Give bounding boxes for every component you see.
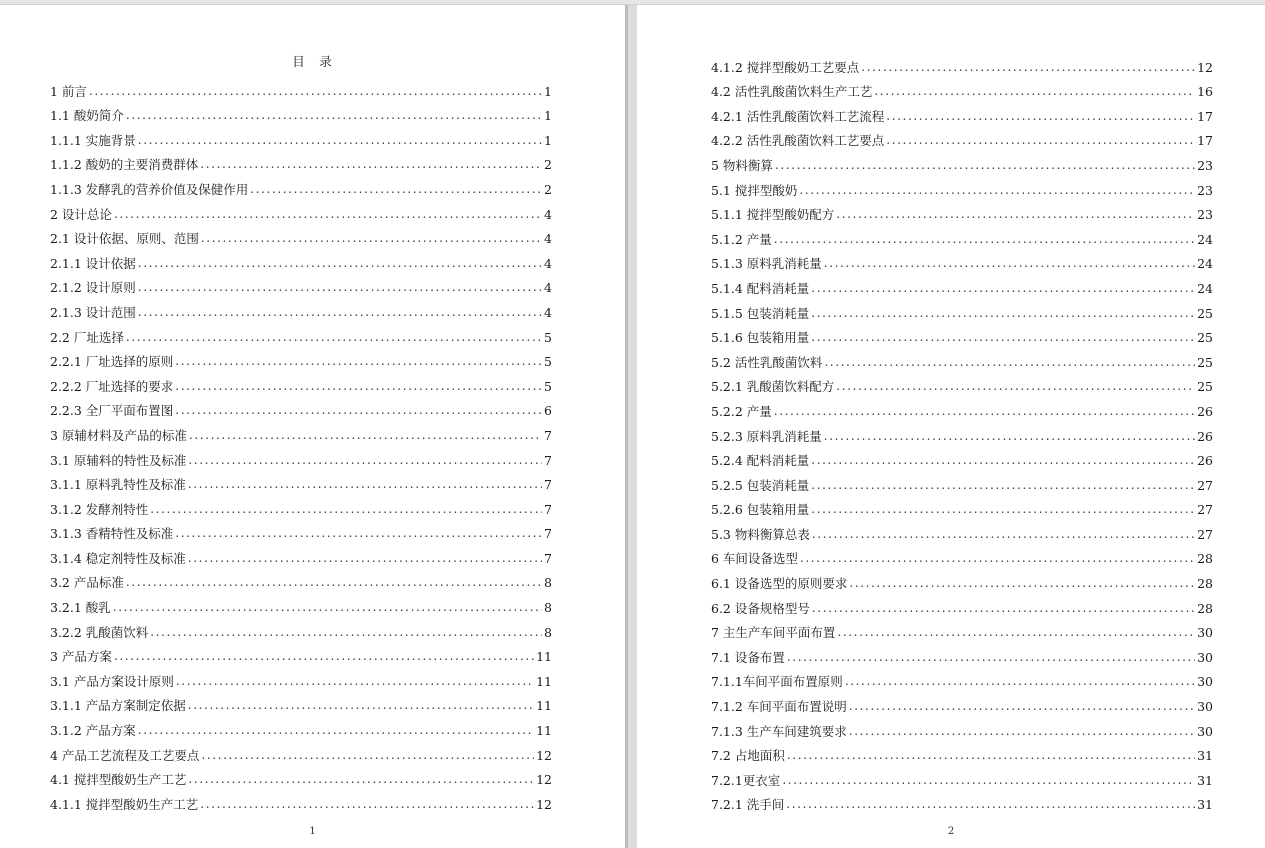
- toc-entry[interactable]: [711, 566, 1213, 591]
- toc-entry-title: 1.1.2 酸奶的主要消费群体: [50, 157, 199, 173]
- toc-entry-page: 30: [1197, 625, 1213, 641]
- toc-entry-page: 25: [1197, 330, 1213, 346]
- toc-dot-leader: [188, 453, 542, 468]
- toc-entry-title: 1 前言: [50, 83, 87, 99]
- toc-dot-leader: [189, 428, 542, 443]
- toc-entry-page: 7: [544, 477, 552, 493]
- toc-entry-page: 7: [544, 526, 552, 542]
- toc-entry[interactable]: [50, 74, 552, 99]
- toc-entry-title: 7.1 设备布置: [711, 649, 785, 665]
- toc-dot-leader: [200, 157, 542, 172]
- toc-entry[interactable]: [711, 419, 1213, 444]
- toc-dot-leader: [849, 576, 1195, 591]
- toc-entry-title: 4.2.1 活性乳酸菌饮料工艺流程: [711, 108, 885, 124]
- toc-entry-title: 1.1.3 发酵乳的营养价值及保健作用: [50, 181, 249, 197]
- toc-dot-leader: [188, 551, 542, 566]
- toc-entry-page: 5: [544, 354, 552, 370]
- toc-dot-leader: [175, 354, 542, 369]
- toc-entry-title: 4.2 活性乳酸菌饮料生产工艺: [711, 84, 873, 100]
- toc-dot-leader: [126, 330, 542, 345]
- toc-entry[interactable]: [711, 198, 1213, 223]
- toc-entry[interactable]: [711, 50, 1213, 75]
- toc-entry-page: 31: [1197, 748, 1213, 764]
- toc-entry-title: 3.2.2 乳酸菌饮料: [50, 624, 149, 640]
- toc-entry[interactable]: [50, 689, 552, 714]
- toc-dot-leader: [775, 158, 1195, 173]
- toc-entry-page: 4: [544, 255, 552, 271]
- toc-entry-title: 6 车间设备选型: [711, 551, 798, 567]
- toc-dot-leader: [849, 699, 1195, 714]
- toc-entry-page: 17: [1197, 108, 1213, 124]
- toc-entry-page: 31: [1197, 772, 1213, 788]
- toc-entry-title: 7.2.1 洗手间: [711, 797, 785, 813]
- toc-entry-title: 5.1.6 包装箱用量: [711, 330, 810, 346]
- toc-entry[interactable]: [50, 738, 552, 763]
- toc-entry[interactable]: [711, 271, 1213, 296]
- toc-entry-title: 5.1.3 原料乳消耗量: [711, 256, 822, 272]
- document-page-2: [637, 5, 1265, 848]
- toc-dot-leader: [138, 723, 534, 738]
- toc-entry-page: 2: [544, 181, 552, 197]
- toc-entry-title: 7.2 占地面积: [711, 748, 785, 764]
- toc-entry[interactable]: [50, 590, 552, 615]
- toc-entry[interactable]: [711, 689, 1213, 714]
- toc-entry-page: 25: [1197, 379, 1213, 395]
- toc-entry-page: 30: [1197, 723, 1213, 739]
- toc-entry[interactable]: [711, 542, 1213, 567]
- toc-entry-page: 11: [536, 698, 552, 714]
- toc-entry-page: 7: [544, 501, 552, 517]
- toc-entry-page: 30: [1197, 699, 1213, 715]
- toc-entry-page: 1: [544, 108, 552, 124]
- toc-entry-page: 16: [1197, 84, 1213, 100]
- toc-entry-page: 2: [544, 157, 552, 173]
- toc-entry[interactable]: [50, 418, 552, 443]
- toc-entry-title: 5.1.2 产量: [711, 231, 772, 247]
- toc-entry-page: 12: [1197, 59, 1213, 75]
- toc-entry-title: 5.2.3 原料乳消耗量: [711, 428, 822, 444]
- toc-entry[interactable]: [50, 222, 552, 247]
- toc-entry-page: 8: [544, 600, 552, 616]
- toc-entry[interactable]: [711, 665, 1213, 690]
- toc-entry-title: 7.2.1更衣室: [711, 772, 781, 788]
- toc-entry-title: 2.2.3 全厂平面布置图: [50, 403, 174, 419]
- toc-entry-page: 28: [1197, 551, 1213, 567]
- toc-entry-page: 23: [1197, 207, 1213, 223]
- toc-entry-title: 5.1.1 搅拌型酸奶配方: [711, 207, 835, 223]
- toc-dot-leader: [811, 502, 1195, 517]
- toc-entry-page: 12: [536, 796, 552, 812]
- toc-entry[interactable]: [711, 345, 1213, 370]
- page-number: 2: [947, 826, 955, 837]
- toc-entry[interactable]: [711, 75, 1213, 100]
- toc-entry-title: 5.2.5 包装消耗量: [711, 477, 810, 493]
- toc-entry-page: 26: [1197, 453, 1213, 469]
- toc-entry[interactable]: [711, 444, 1213, 469]
- toc-entry-page: 1: [544, 83, 552, 99]
- toc-entry-title: 7.1.3 生产车间建筑要求: [711, 723, 847, 739]
- page-number: 1: [309, 826, 316, 837]
- toc-entry[interactable]: [50, 246, 552, 271]
- toc-dot-leader: [845, 674, 1195, 689]
- toc-dot-leader: [126, 575, 542, 590]
- toc-entry[interactable]: [711, 714, 1213, 739]
- toc-dot-leader: [787, 650, 1195, 665]
- toc-dot-leader: [812, 527, 1195, 542]
- toc-entry-page: 25: [1197, 305, 1213, 321]
- toc-dot-leader: [188, 772, 534, 787]
- toc-entry-title: 3.1 产品方案设计原则: [50, 673, 174, 689]
- toc-entry[interactable]: [50, 394, 552, 419]
- toc-entry-title: 7.1.1车间平面布置原则: [711, 674, 843, 690]
- toc-entry-title: 3 产品方案: [50, 649, 112, 665]
- toc-entry-title: 1.1 酸奶简介: [50, 108, 124, 124]
- toc-dot-leader: [886, 133, 1195, 148]
- toc-entry[interactable]: [50, 640, 552, 665]
- toc-entry[interactable]: [711, 763, 1213, 788]
- toc-dot-leader: [201, 231, 542, 246]
- toc-dot-leader: [138, 280, 542, 295]
- toc-entry-title: 3.1.2 产品方案: [50, 723, 136, 739]
- toc-entry[interactable]: [711, 173, 1213, 198]
- toc-dot-leader: [824, 256, 1195, 271]
- toc-entry-title: 5.2.4 配料消耗量: [711, 453, 810, 469]
- toc-entry-title: 3.1 原辅料的特性及标准: [50, 452, 187, 468]
- toc-entry-page: 28: [1197, 576, 1213, 592]
- toc-entry-title: 2.2.2 厂址选择的要求: [50, 378, 174, 394]
- toc-entry-title: 5.2.6 包装箱用量: [711, 502, 810, 518]
- toc-entry-page: 11: [536, 649, 552, 665]
- toc-entry-title: 1.1.1 实施背景: [50, 132, 136, 148]
- toc-entry-title: 5.2.1 乳酸菌饮料配方: [711, 379, 835, 395]
- toc-entry-page: 26: [1197, 428, 1213, 444]
- toc-entry-title: 2.2.1 厂址选择的原则: [50, 354, 174, 370]
- toc-entry[interactable]: [711, 616, 1213, 641]
- toc-dot-leader: [811, 330, 1195, 345]
- toc-entry-title: 3.1.2 发酵剂特性: [50, 501, 149, 517]
- toc-entry[interactable]: [50, 443, 552, 468]
- toc-entry-title: 4.1.1 搅拌型酸奶生产工艺: [50, 796, 199, 812]
- toc-dot-leader: [786, 797, 1195, 812]
- toc-dot-leader: [250, 182, 542, 197]
- toc-dot-leader: [861, 60, 1195, 75]
- toc-entry-page: 6: [544, 403, 552, 419]
- toc-entry-title: 7.1.2 车间平面布置说明: [711, 699, 847, 715]
- toc-entry[interactable]: [711, 148, 1213, 173]
- toc-entry[interactable]: [50, 713, 552, 738]
- toc-dot-leader: [812, 601, 1195, 616]
- toc-entry[interactable]: [50, 197, 552, 222]
- toc-entry[interactable]: [711, 247, 1213, 272]
- toc-entry[interactable]: [50, 566, 552, 591]
- toc-entry-title: 2.1.1 设计依据: [50, 255, 136, 271]
- toc-dot-leader: [811, 478, 1195, 493]
- toc-entry[interactable]: [50, 271, 552, 296]
- toc-entry-page: 27: [1197, 502, 1213, 518]
- toc-entry[interactable]: [50, 320, 552, 345]
- toc-dot-leader: [113, 600, 542, 615]
- toc-list-page-1: [50, 74, 552, 812]
- toc-entry-title: 3 原辅材料及产品的标准: [50, 427, 187, 443]
- toc-entry-page: 28: [1197, 600, 1213, 616]
- toc-dot-leader: [201, 748, 534, 763]
- toc-dot-leader: [824, 429, 1195, 444]
- document-page-1: [0, 5, 625, 848]
- toc-dot-leader: [114, 207, 542, 222]
- toc-entry[interactable]: [50, 517, 552, 542]
- toc-entry-title: 3.1.1 原料乳特性及标准: [50, 477, 186, 493]
- toc-dot-leader: [114, 649, 534, 664]
- toc-entry-page: 8: [544, 624, 552, 640]
- toc-entry[interactable]: [50, 99, 552, 124]
- toc-entry[interactable]: [50, 664, 552, 689]
- toc-dot-leader: [782, 773, 1195, 788]
- toc-entry[interactable]: [711, 99, 1213, 124]
- toc-entry-title: 2 设计总论: [50, 206, 112, 222]
- toc-entry-title: 2.1.3 设计范围: [50, 304, 136, 320]
- toc-dot-leader: [188, 698, 534, 713]
- toc-dot-leader: [175, 379, 542, 394]
- toc-entry-page: 12: [536, 772, 552, 788]
- toc-entry-title: 6.2 设备规格型号: [711, 600, 810, 616]
- toc-entry-page: 23: [1197, 182, 1213, 198]
- toc-entry[interactable]: [50, 295, 552, 320]
- toc-entry-page: 24: [1197, 256, 1213, 272]
- toc-entry-page: 23: [1197, 157, 1213, 173]
- toc-entry-page: 24: [1197, 231, 1213, 247]
- toc-dot-leader: [175, 403, 542, 418]
- page-gap: [625, 5, 637, 848]
- toc-entry-title: 6.1 设备选型的原则要求: [711, 576, 848, 592]
- toc-dot-leader: [200, 797, 534, 812]
- toc-entry-page: 5: [544, 378, 552, 394]
- toc-dot-leader: [874, 84, 1195, 99]
- toc-dot-leader: [126, 108, 542, 123]
- toc-entry[interactable]: [50, 345, 552, 370]
- toc-entry-title: 5.2 活性乳酸菌饮料: [711, 354, 823, 370]
- toc-entry-page: 30: [1197, 649, 1213, 665]
- toc-entry[interactable]: [711, 640, 1213, 665]
- toc-entry[interactable]: [711, 517, 1213, 542]
- toc-dot-leader: [824, 355, 1195, 370]
- toc-dot-leader: [176, 674, 534, 689]
- toc-dot-leader: [800, 551, 1195, 566]
- toc-dot-leader: [774, 404, 1195, 419]
- toc-entry-page: 4: [544, 206, 552, 222]
- toc-entry-page: 31: [1197, 797, 1213, 813]
- toc-title: 目 录: [292, 54, 333, 69]
- toc-entry-page: 5: [544, 329, 552, 345]
- toc-entry-title: 2.1 设计依据、原则、范围: [50, 231, 199, 247]
- toc-entry-title: 4.2.2 活性乳酸菌饮料工艺要点: [711, 133, 885, 149]
- toc-dot-leader: [774, 232, 1195, 247]
- toc-entry[interactable]: [50, 123, 552, 148]
- toc-entry-page: 27: [1197, 477, 1213, 493]
- toc-entry-page: 27: [1197, 526, 1213, 542]
- toc-entry-title: 3.1.4 稳定剂特性及标准: [50, 550, 186, 566]
- toc-entry[interactable]: [50, 172, 552, 197]
- toc-entry-title: 3.1.1 产品方案制定依据: [50, 698, 186, 714]
- toc-dot-leader: [886, 109, 1195, 124]
- toc-entry-page: 25: [1197, 354, 1213, 370]
- toc-entry-page: 26: [1197, 403, 1213, 419]
- toc-dot-leader: [799, 183, 1195, 198]
- toc-entry[interactable]: [711, 591, 1213, 616]
- toc-entry[interactable]: [711, 321, 1213, 346]
- toc-entry-title: 3.2 产品标准: [50, 575, 124, 591]
- toc-entry-title: 7 主生产车间平面布置: [711, 625, 836, 641]
- toc-entry-page: 11: [536, 673, 552, 689]
- toc-entry-title: 3.2.1 酸乳: [50, 600, 111, 616]
- toc-entry-page: 7: [544, 550, 552, 566]
- toc-dot-leader: [188, 477, 542, 492]
- toc-entry[interactable]: [50, 615, 552, 640]
- toc-entry[interactable]: [50, 369, 552, 394]
- toc-entry-title: 2.1.2 设计原则: [50, 280, 136, 296]
- toc-entry[interactable]: [711, 468, 1213, 493]
- toc-entry-page: 12: [536, 747, 552, 763]
- toc-entry[interactable]: [711, 296, 1213, 321]
- toc-dot-leader: [836, 379, 1195, 394]
- toc-entry[interactable]: [50, 787, 552, 812]
- toc-entry-title: 5.3 物料衡算总表: [711, 526, 810, 542]
- toc-dot-leader: [150, 502, 542, 517]
- toc-entry-title: 5.1.4 配料消耗量: [711, 280, 810, 296]
- toc-entry[interactable]: [50, 541, 552, 566]
- toc-dot-leader: [836, 207, 1195, 222]
- toc-entry-title: 3.1.3 香精特性及标准: [50, 526, 174, 542]
- toc-entry-title: 4 产品工艺流程及工艺要点: [50, 747, 200, 763]
- toc-entry-title: 4.1 搅拌型酸奶生产工艺: [50, 772, 187, 788]
- toc-entry-title: 5.1 搅拌型酸奶: [711, 182, 798, 198]
- toc-entry-page: 17: [1197, 133, 1213, 149]
- toc-dot-leader: [138, 256, 542, 271]
- toc-entry-page: 4: [544, 280, 552, 296]
- toc-entry-page: 8: [544, 575, 552, 591]
- toc-entry[interactable]: [711, 370, 1213, 395]
- toc-entry-page: 11: [536, 723, 552, 739]
- toc-entry[interactable]: [711, 222, 1213, 247]
- toc-dot-leader: [138, 305, 542, 320]
- toc-dot-leader: [175, 526, 542, 541]
- toc-dot-leader: [150, 625, 542, 640]
- toc-dot-leader: [811, 453, 1195, 468]
- toc-entry-page: 1: [544, 132, 552, 148]
- toc-entry[interactable]: [711, 124, 1213, 149]
- toc-dot-leader: [811, 306, 1195, 321]
- toc-dot-leader: [787, 748, 1195, 763]
- toc-dot-leader: [811, 281, 1195, 296]
- toc-entry[interactable]: [50, 148, 552, 173]
- toc-entry[interactable]: [711, 394, 1213, 419]
- toc-entry-title: 5 物料衡算: [711, 157, 773, 173]
- toc-entry[interactable]: [711, 493, 1213, 518]
- toc-dot-leader: [849, 724, 1195, 739]
- toc-entry[interactable]: [50, 492, 552, 517]
- toc-entry-title: 4.1.2 搅拌型酸奶工艺要点: [711, 59, 860, 75]
- toc-entry[interactable]: [711, 788, 1213, 813]
- toc-entry-title: 2.2 厂址选择: [50, 329, 124, 345]
- toc-entry[interactable]: [711, 739, 1213, 764]
- toc-entry-page: 24: [1197, 280, 1213, 296]
- toc-list-page-2: [711, 50, 1213, 812]
- toc-entry-page: 30: [1197, 674, 1213, 690]
- toc-entry-page: 4: [544, 304, 552, 320]
- toc-entry-page: 7: [544, 427, 552, 443]
- toc-dot-leader: [837, 625, 1195, 640]
- toc-entry[interactable]: [50, 763, 552, 788]
- toc-entry-title: 5.2.2 产量: [711, 403, 772, 419]
- toc-dot-leader: [89, 84, 542, 99]
- toc-entry[interactable]: [50, 468, 552, 493]
- toc-entry-page: 7: [544, 452, 552, 468]
- toc-entry-title: 5.1.5 包装消耗量: [711, 305, 810, 321]
- toc-entry-page: 4: [544, 231, 552, 247]
- toc-dot-leader: [138, 133, 542, 148]
